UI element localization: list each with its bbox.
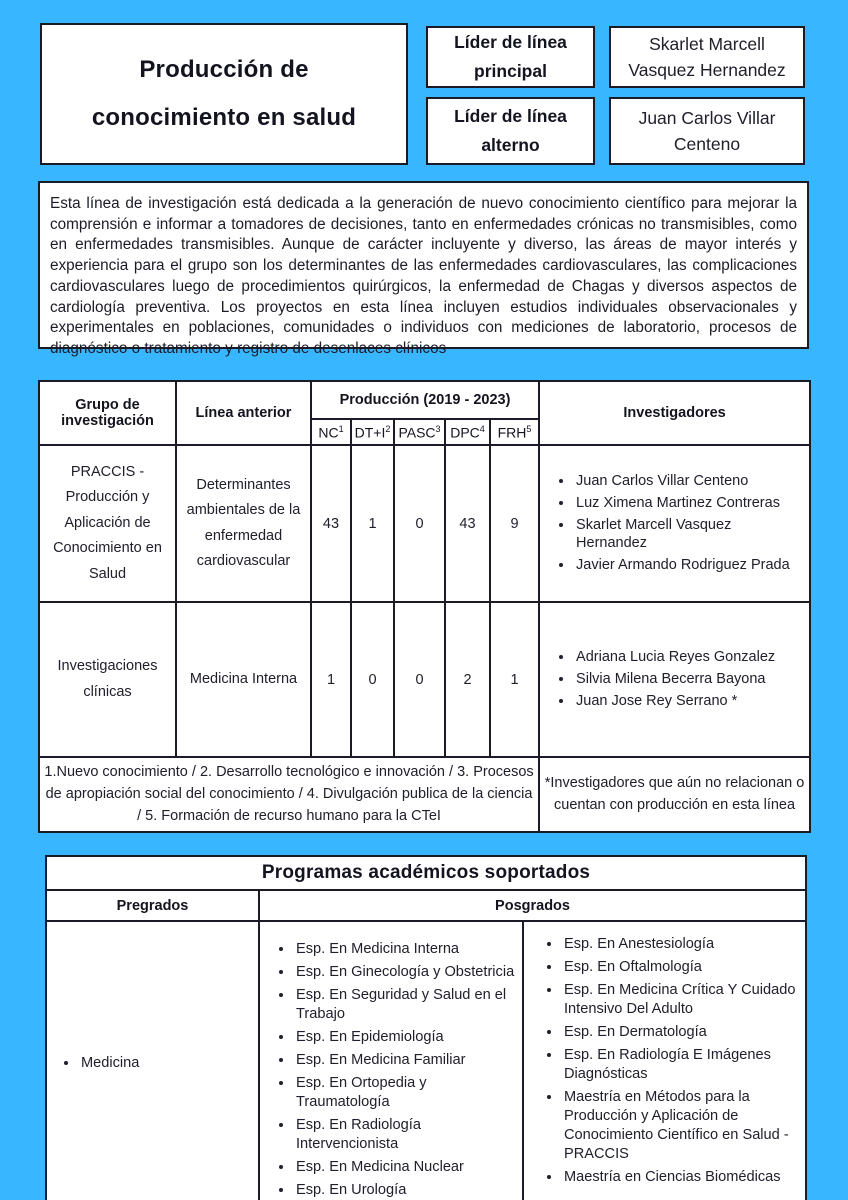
frh-label: FRH	[497, 424, 527, 441]
col-header-pasc	[394, 419, 445, 445]
investigator-name: • Juan Carlos Villar Centeno	[574, 472, 805, 491]
posgrado-program: • Esp. En Seguridad y Salud en el Trabajo	[294, 986, 516, 1024]
value-dpc: 43	[445, 445, 490, 602]
posgrado-program: • Maestría en Ciencias Biomédicas	[562, 1168, 799, 1187]
leader-alterno-label: Líder de línea alterno	[426, 97, 595, 165]
value-nc: 1	[311, 602, 351, 757]
posgrado-program: • Esp. En Radiología E Imágenes Diagnósticas	[562, 1046, 799, 1084]
col-header-frh	[490, 419, 539, 445]
dti-sup: 2	[385, 423, 391, 434]
posgrado-program: • Esp. En Urología	[294, 1181, 516, 1200]
line-description: Esta línea de investigación está dedicada a la generación de nuevo conocimiento científico para mejorar la comprensión e informar a tomadores de decisiones, tanto en enfermedades crónicas no transmisibles, como en enfermedades transmisibles. Aunque de carácter incluyente y diverso, las áreas de mayor interés y experiencia para el grupo son los determinantes de las enfermedades cardiovasculares, las complicaciones cardiovasculares luego de procedimientos quirúrgicos, la enfermedad de Chagas y diversos aspectos de cardiología preventiva. Los proyectos en esta línea incluyen estudios individuales observacionales y experimentales en poblaciones, comunidades o individuos con mediciones de laboratorio, procesos de diagnóstico o tratamiento y registro de desenlaces clínicos	[38, 181, 809, 349]
table-row	[39, 602, 810, 757]
posgrado-program: • Maestría en Métodos para la Producción y Aplicación de Conocimiento Científico en Salud - PRACCIS	[562, 1088, 799, 1164]
investigators-cell	[539, 445, 810, 602]
value-frh: 9	[490, 445, 539, 602]
leader-alterno-name: Juan Carlos Villar Centeno	[609, 97, 805, 165]
investigator-name: • Silvia Milena Becerra Bayona	[574, 670, 805, 689]
investigators-list	[574, 648, 805, 711]
posgrado-program: • Esp. En Radiología Intervencionista	[294, 1116, 516, 1154]
posgrado-program: • Esp. En Medicina Interna	[294, 940, 516, 959]
previous-line: Determinantes ambientales de la enfermedad cardiovascular	[176, 445, 311, 602]
leader-principal-name: Skarlet Marcell Vasquez Hernandez	[609, 26, 805, 88]
posgrados-cell-2	[523, 921, 806, 1200]
nc-label: NC	[318, 424, 339, 441]
pregrados-cell	[46, 921, 259, 1200]
dpc-label: DPC	[450, 424, 480, 441]
investigators-asterisk-footnote: *Investigadores que aún no relacionan o cuentan con producción en esta línea	[539, 757, 810, 832]
value-pasc: 0	[394, 602, 445, 757]
previous-line: Medicina Interna	[176, 602, 311, 757]
nc-sup: 1	[338, 423, 344, 434]
investigator-name: • Juan Jose Rey Serrano *	[574, 692, 805, 711]
pasc-sup: 3	[435, 423, 441, 434]
col-header-pregrados: Pregrados	[46, 890, 259, 921]
frh-sup: 5	[526, 423, 532, 434]
dpc-sup: 4	[479, 423, 485, 434]
production-legend-footnote: 1.Nuevo conocimiento / 2. Desarrollo tecnológico e innovación / 3. Procesos de apropiación social del conocimiento / 4. Divulgación publica de la ciencia / 5. Formación de recurso humano para la CTeI	[39, 757, 539, 832]
col-header-investigators: Investigadores	[539, 381, 810, 445]
posgrados-list-2	[562, 935, 799, 1187]
value-dti: 0	[351, 602, 394, 757]
investigator-name: • Luz Ximena Martinez Contreras	[574, 494, 805, 513]
col-header-posgrados: Posgrados	[259, 890, 806, 921]
posgrados-cell-1	[259, 921, 523, 1200]
col-header-production: Producción (2019 - 2023)	[311, 381, 539, 419]
investigator-name: • Javier Armando Rodriguez Prada	[574, 556, 805, 575]
investigators-cell	[539, 602, 810, 757]
posgrado-program: • Esp. En Anestesiología	[562, 935, 799, 954]
page-title: Producción de conocimiento en salud	[40, 23, 408, 165]
pregrados-list	[79, 1054, 258, 1073]
investigators-list	[574, 472, 805, 575]
group-name: PRACCIS - Producción y Aplicación de Conocimiento en Salud	[39, 445, 176, 602]
col-header-nc	[311, 419, 351, 445]
posgrado-program: • Esp. En Epidemiología	[294, 1028, 516, 1047]
pasc-label: PASC	[398, 424, 436, 441]
posgrado-program: • Esp. En Medicina Familiar	[294, 1051, 516, 1070]
posgrado-program: • Esp. En Oftalmología	[562, 958, 799, 977]
investigator-name: • Adriana Lucia Reyes Gonzalez	[574, 648, 805, 667]
posgrado-program: • Esp. En Medicina Nuclear	[294, 1158, 516, 1177]
col-header-group: Grupo de investigación	[39, 381, 176, 445]
posgrado-program: • Esp. En Ginecología y Obstetricia	[294, 963, 516, 982]
col-header-dpc	[445, 419, 490, 445]
research-production-table	[38, 380, 811, 833]
value-dpc: 2	[445, 602, 490, 757]
group-name: Investigaciones clínicas	[39, 602, 176, 757]
table-row	[39, 445, 810, 602]
leader-principal-label: Líder de línea principal	[426, 26, 595, 88]
investigator-name: • Skarlet Marcell Vasquez Hernandez	[574, 516, 805, 554]
posgrado-program: • Esp. En Medicina Crítica Y Cuidado Intensivo Del Adulto	[562, 981, 799, 1019]
value-dti: 1	[351, 445, 394, 602]
col-header-previous-line: Línea anterior	[176, 381, 311, 445]
dti-label: DT+I	[354, 424, 386, 441]
posgrado-program: • Esp. En Ortopedia y Traumatología	[294, 1074, 516, 1112]
pregrado-program: • Medicina	[79, 1054, 258, 1073]
posgrado-program: • Esp. En Dermatología	[562, 1023, 799, 1042]
programs-table-title: Programas académicos soportados	[46, 856, 806, 890]
value-frh: 1	[490, 602, 539, 757]
posgrados-list-1	[294, 940, 516, 1200]
value-nc: 43	[311, 445, 351, 602]
col-header-dti	[351, 419, 394, 445]
academic-programs-table	[45, 855, 807, 1200]
value-pasc: 0	[394, 445, 445, 602]
